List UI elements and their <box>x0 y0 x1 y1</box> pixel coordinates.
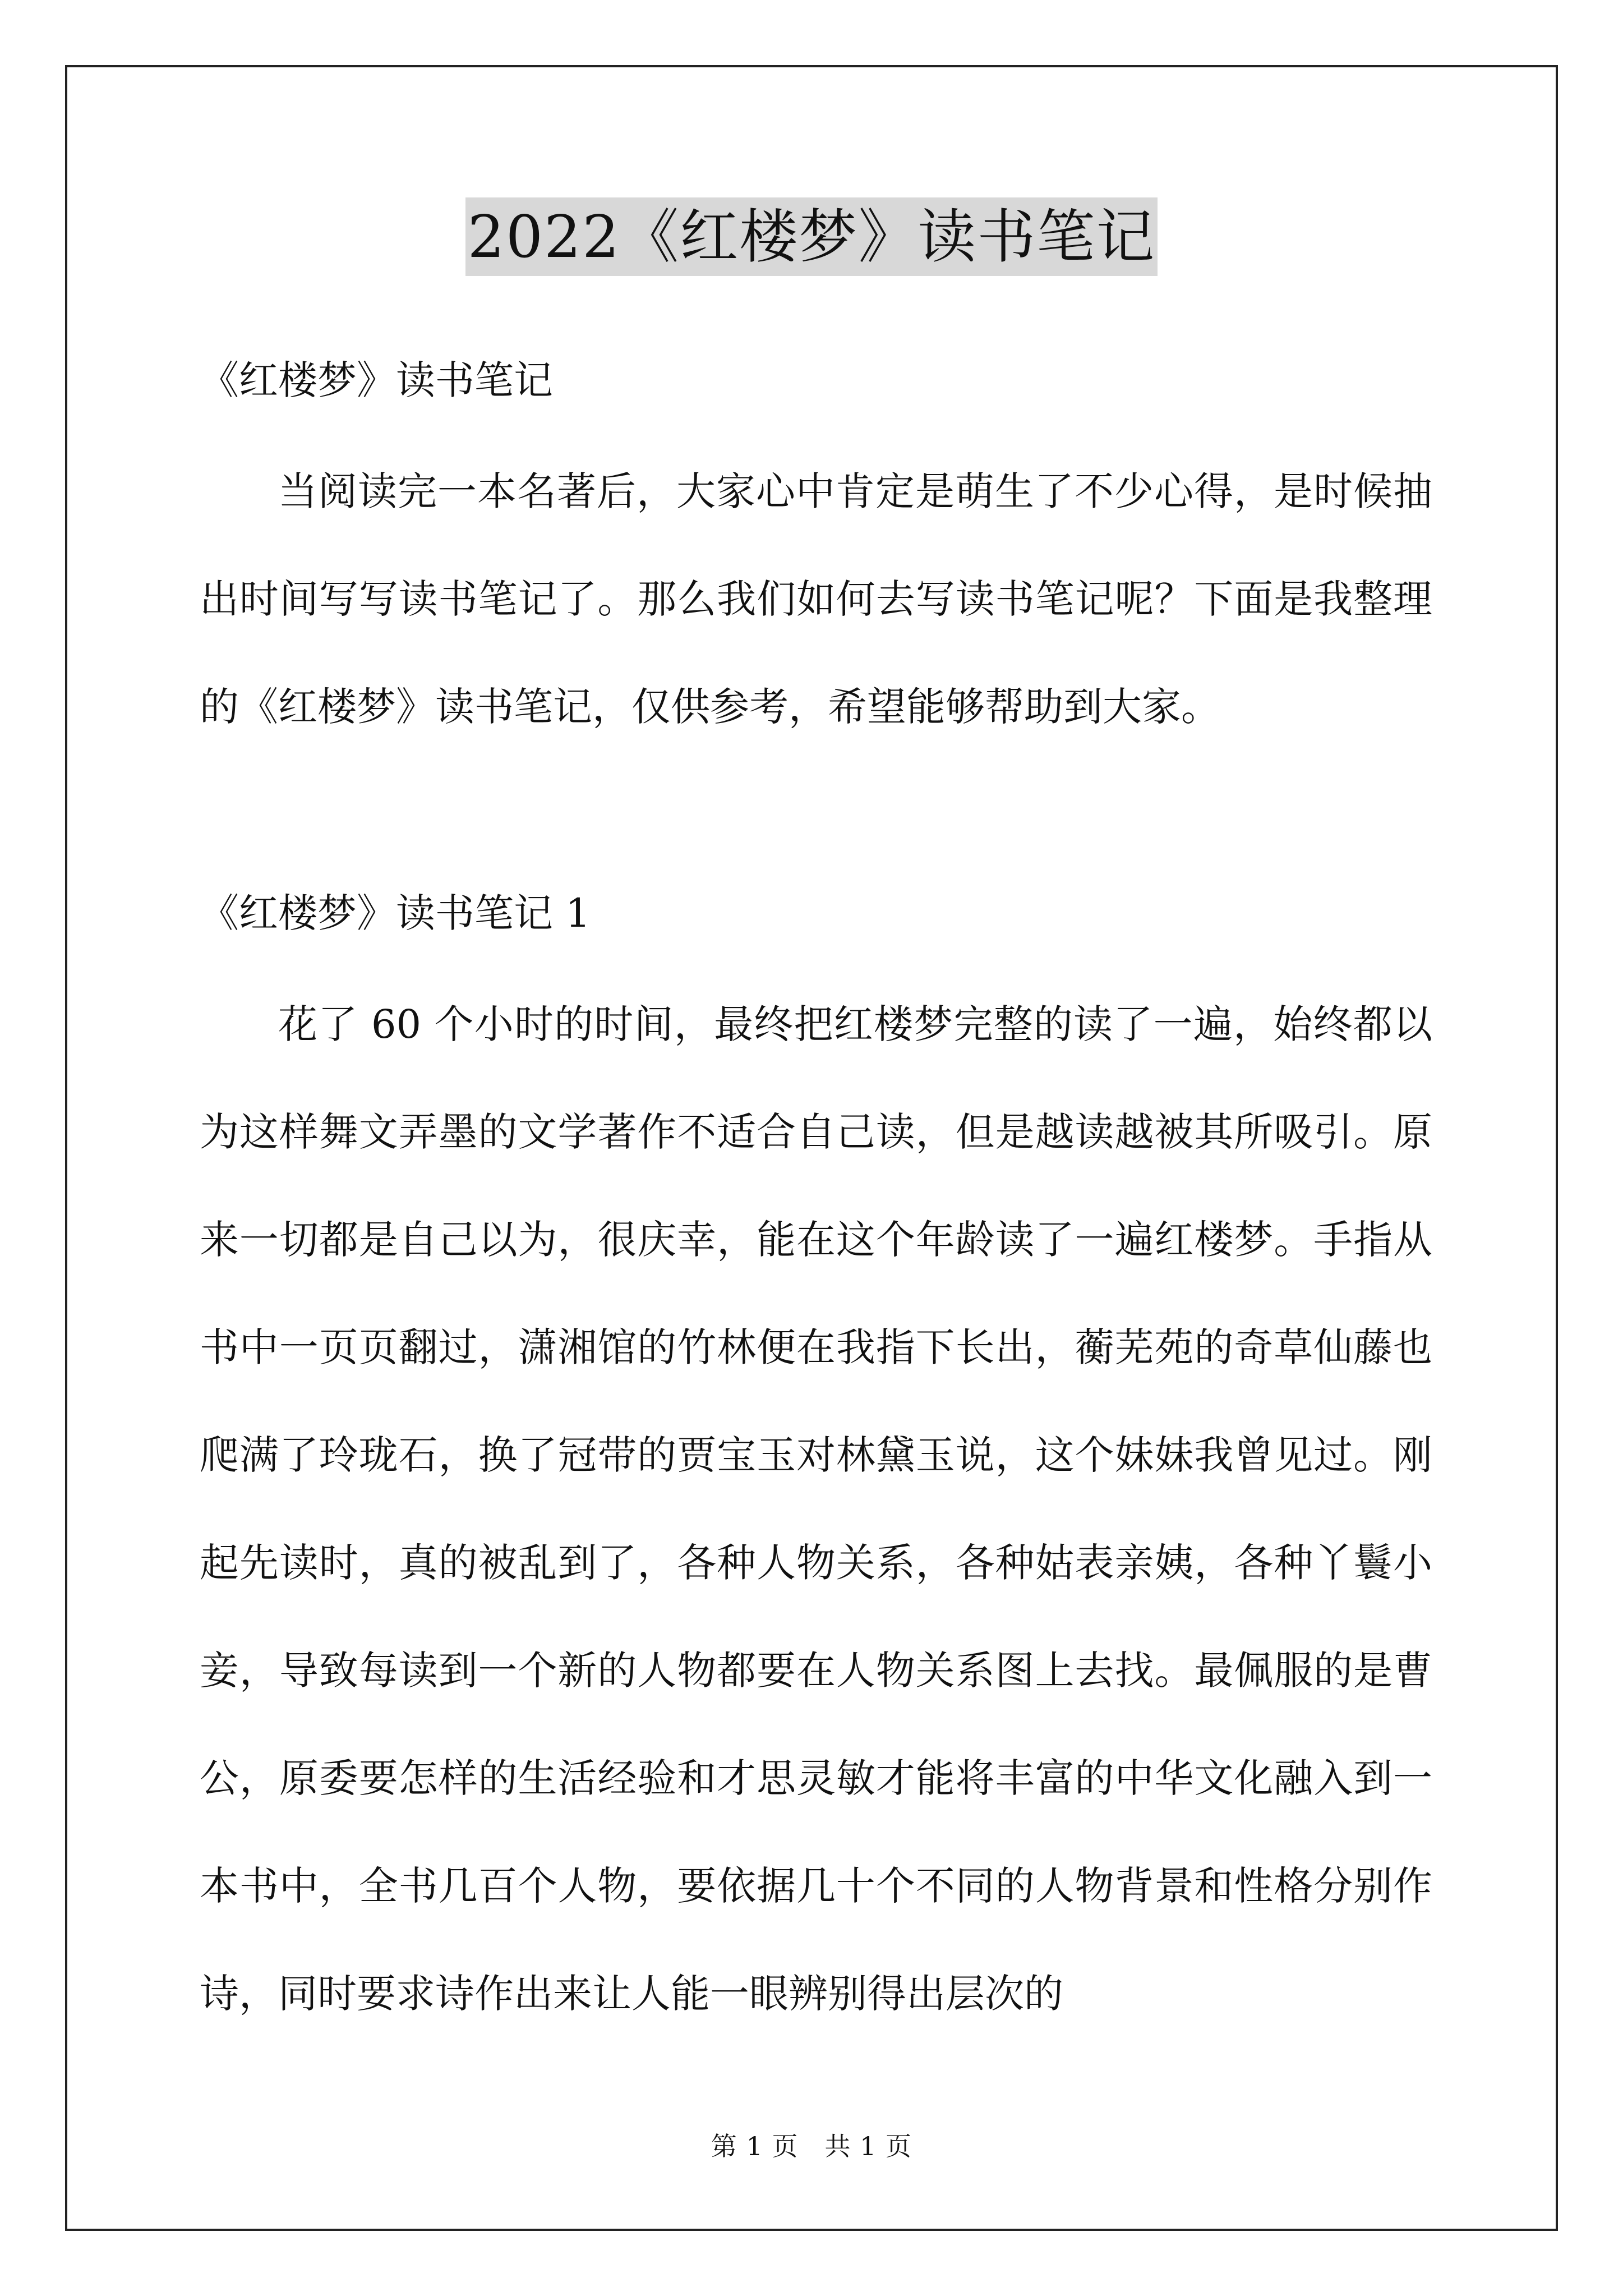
title-container <box>0 197 1623 276</box>
section1-paragraph-block <box>200 970 1432 2047</box>
intro-heading: 《红楼梦》读书笔记 <box>200 357 553 403</box>
section1-heading: 《红楼梦》读书笔记 1 <box>200 890 591 936</box>
page-number-footer: 第 1 页 共 1 页 <box>711 2131 912 2161</box>
intro-paragraph: 当阅读完一本名著后，大家心中肯定是萌生了不少心得，是时候抽出时间写写读书笔记了。那么我们如何去写读书笔记呢？下面是我整理的《红楼梦》读书笔记，仅供参考，希望能够帮助到大家。 <box>200 468 1432 730</box>
intro-paragraph-block <box>200 438 1432 761</box>
section1-paragraph: 花了 60 个小时的时间，最终把红楼梦完整的读了一遍，始终都以为这样舞文弄墨的文学著作不适合自己读，但是越读越被其所吸引。原来一切都是自己以为，很庆幸，能在这个年龄读了一遍红楼梦。手指从书中一页页翻过，潇湘馆的竹林便在我指下长出，蘅芜苑的奇草仙藤也爬满了玲珑石，换了冠带的贾宝玉对林黛玉说，这个妹妹我曾见过。刚起先读时，真的被乱到了，各种人物关系，各种姑表亲姨，各种丫鬟小妾，导致每读到一个新的人物都要在人物关系图上去找。最佩服的是曹公，原委要怎样的生活经验和才思灵敏才能将丰富的中华文化融入到一本书中，全书几百个人物，要依据几十个不同的人物背景和性格分别作诗，同时要求诗作出来让人能一眼辨别得出层次的 <box>200 1001 1432 2017</box>
document-title: 2022《红楼梦》读书笔记 <box>465 197 1158 276</box>
